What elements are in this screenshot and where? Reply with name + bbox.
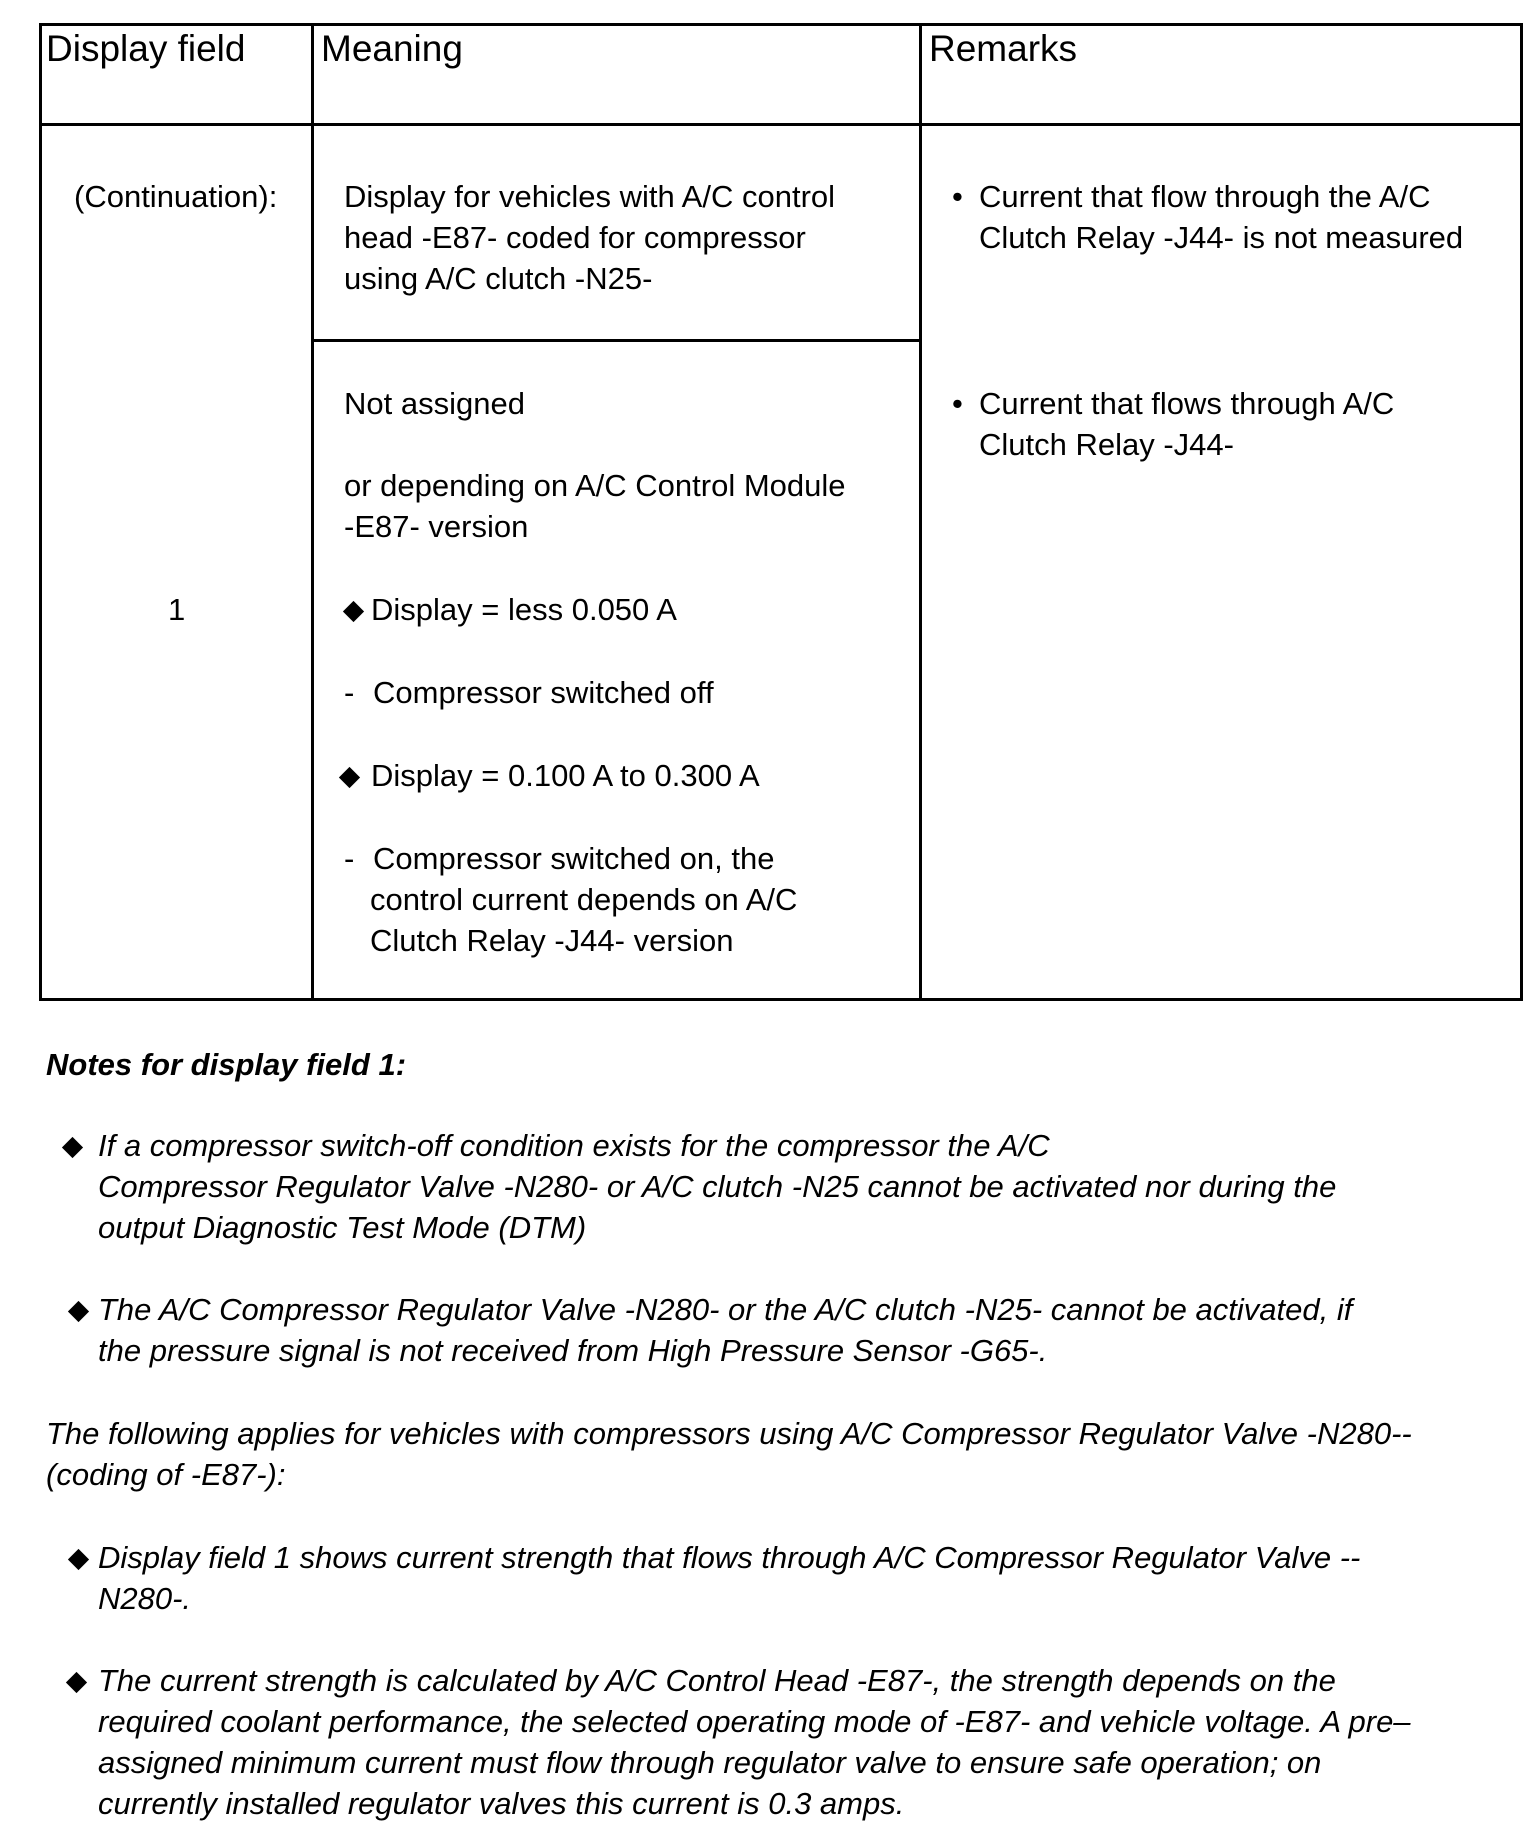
meaning-depending-line-1: or depending on A/C Control Module	[344, 468, 846, 503]
meaning-item-3: Display = 0.100 A to 0.300 A	[371, 758, 760, 793]
continuation-label: (Continuation):	[74, 179, 278, 214]
meaning-depending-line-2: -E87- version	[344, 509, 529, 544]
meaning-item-2-line-1: Compressor switched off	[373, 675, 714, 710]
note-4-line-1: The current strength is calculated by A/C Control Head -E87-, the strength depends on the	[98, 1663, 1336, 1698]
remarks-bottom-line-1: Current that flows through A/C	[979, 386, 1395, 421]
header-meaning: Meaning	[321, 28, 463, 69]
note-2-line-1: The A/C Compressor Regulator Valve -N280- or the A/C clutch -N25- cannot be activated, if	[98, 1292, 1353, 1327]
note-1-line-1: If a compressor switch-off condition exists for the compressor the A/C	[98, 1128, 1050, 1163]
diamond-bullet-icon	[68, 1549, 89, 1570]
bullet-dot-icon: •	[952, 179, 963, 214]
dash-bullet: -	[344, 841, 355, 876]
meaning-top-line-2: head -E87- coded for compressor	[344, 220, 806, 255]
header-display-field: Display field	[46, 28, 246, 69]
note-4-line-4: currently installed regulator valves this current is 0.3 amps.	[98, 1786, 905, 1821]
diamond-bullet-icon	[66, 1672, 87, 1693]
note-1-line-3: output Diagnostic Test Mode (DTM)	[98, 1210, 587, 1245]
header-remarks: Remarks	[929, 28, 1078, 69]
note-3-line-2: N280-.	[98, 1581, 192, 1616]
column-divider-1	[311, 23, 314, 1001]
diamond-bullet-icon	[62, 1137, 83, 1158]
note-1-line-2: Compressor Regulator Valve -N280- or A/C clutch -N25 cannot be activated nor during the	[98, 1169, 1337, 1204]
note-4-line-3: assigned minimum current must flow through regulator valve to ensure safe operation; on	[98, 1745, 1322, 1780]
applies-line-1: The following applies for vehicles with compressors using A/C Compressor Regulator Valve -N280--	[46, 1416, 1412, 1451]
meaning-top-line-1: Display for vehicles with A/C control	[344, 179, 836, 214]
meaning-item-4-line-3: Clutch Relay -J44- version	[370, 923, 734, 958]
meaning-not-assigned: Not assigned	[344, 386, 525, 421]
notes-title: Notes for display field 1:	[46, 1047, 407, 1082]
remarks-top-line-1: Current that flow through the A/C	[979, 179, 1431, 214]
bullet-dot-icon: •	[952, 386, 963, 421]
display-field-number: 1	[168, 592, 186, 627]
meaning-item-4-line-2: control current depends on A/C	[370, 882, 798, 917]
header-divider	[39, 123, 1523, 126]
note-2-line-2: the pressure signal is not received from High Pressure Sensor -G65-.	[98, 1333, 1048, 1368]
column-divider-2	[919, 23, 922, 1001]
remarks-top-line-2: Clutch Relay -J44- is not measured	[979, 220, 1464, 255]
note-3-line-1: Display field 1 shows current strength that flows through A/C Compressor Regulator Valve --	[98, 1540, 1361, 1575]
diamond-bullet-icon	[68, 1301, 89, 1322]
remarks-bottom-line-2: Clutch Relay -J44-	[979, 427, 1234, 462]
applies-line-2: (coding of -E87-):	[46, 1457, 286, 1492]
meaning-top-line-3: using A/C clutch -N25-	[344, 261, 653, 296]
display-field-table	[39, 23, 1523, 1001]
note-4-line-2: required coolant performance, the selected operating mode of -E87- and vehicle voltage. A pre–	[98, 1704, 1411, 1739]
meaning-item-1: Display = less 0.050 A	[371, 592, 677, 627]
dash-bullet: -	[344, 675, 355, 710]
meaning-item-4-line-1: Compressor switched on, the	[373, 841, 775, 876]
meaning-row-divider	[311, 339, 922, 342]
